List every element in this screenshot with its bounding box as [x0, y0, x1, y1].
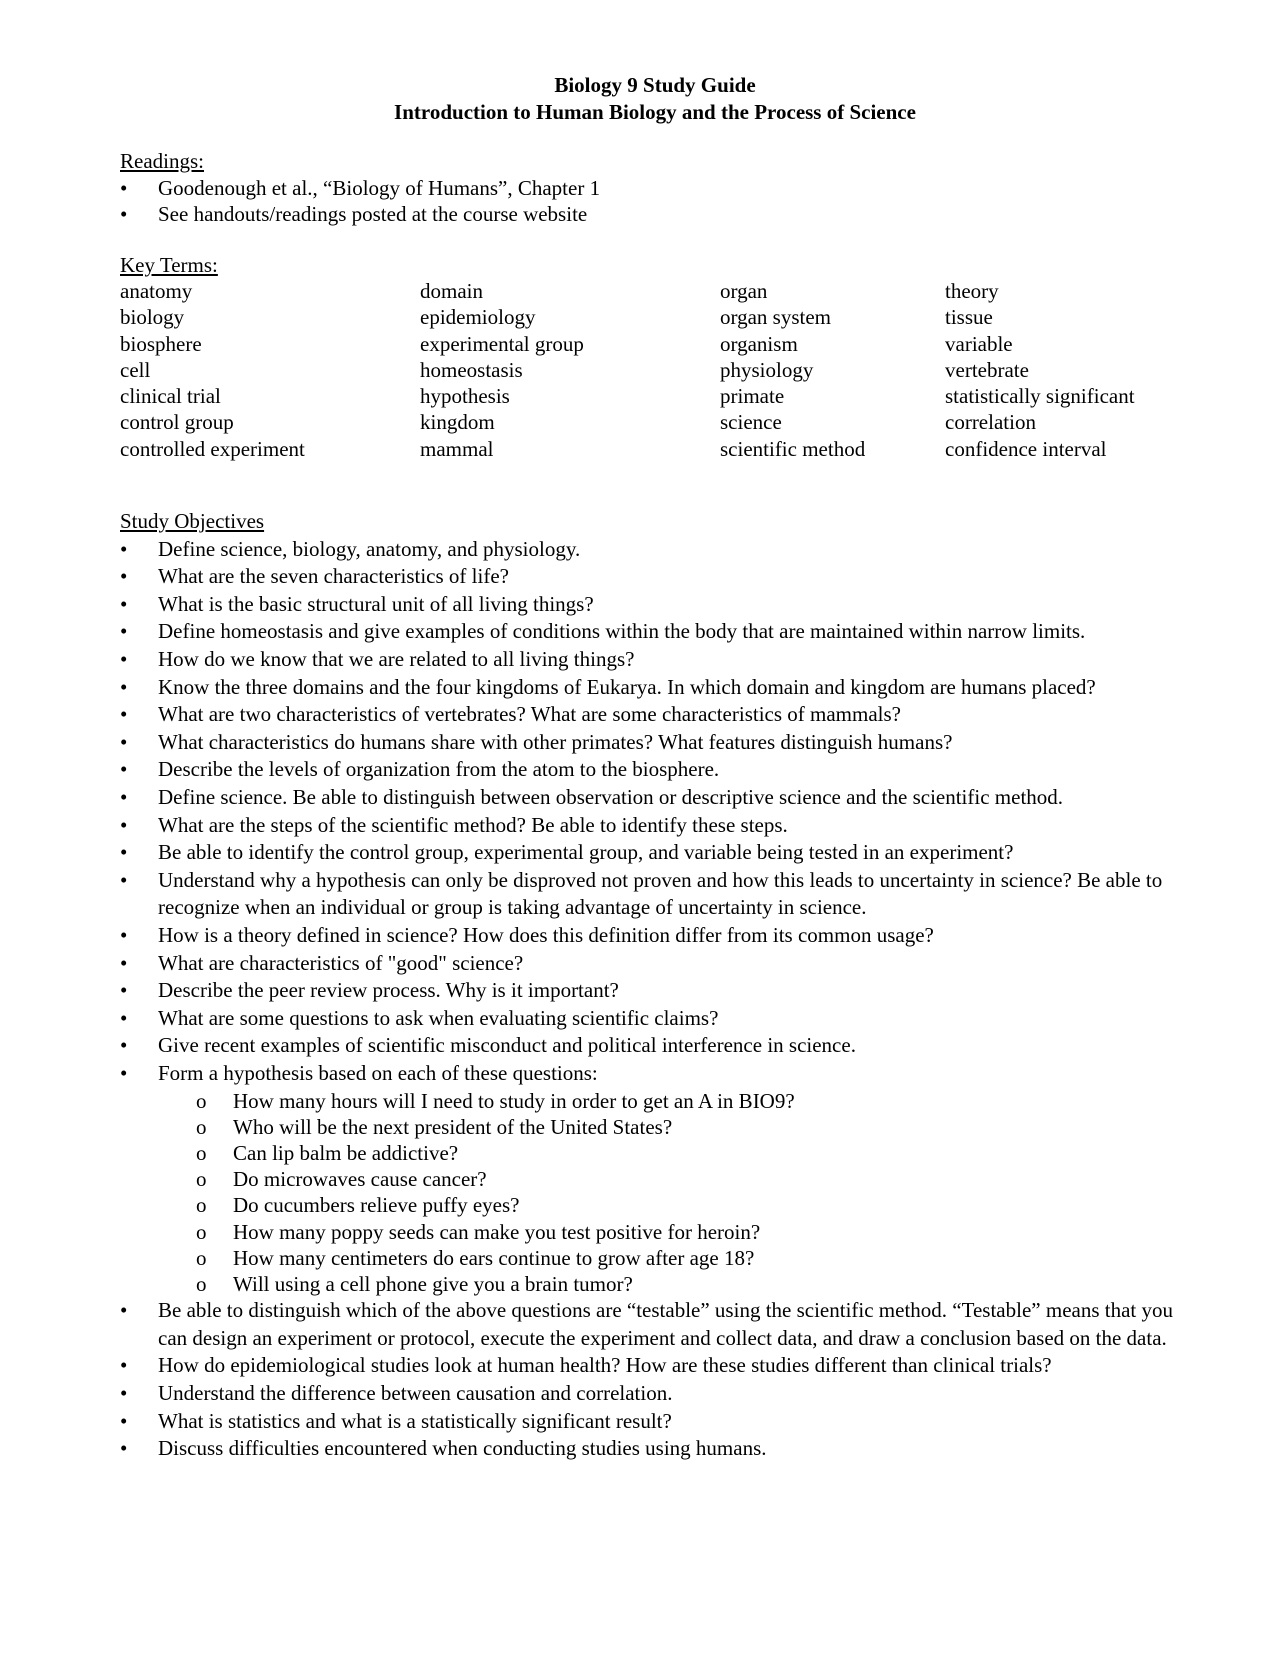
objective-item: • What are the steps of the scientific method? Be able to identify these steps. — [120, 812, 1200, 840]
key-term: clinical trial — [120, 384, 221, 409]
key-terms-heading: Key Terms: — [120, 252, 218, 277]
hypothesis-questions-list — [158, 1088, 1200, 1298]
readings-heading: Readings: — [120, 149, 204, 173]
key-term: primate — [720, 384, 785, 409]
objective-item: • Define homeostasis and give examples of conditions within the body that are maintained within narrow limits. — [120, 618, 1200, 646]
key-terms-table — [120, 278, 1280, 462]
key-term: variable — [945, 331, 1013, 356]
key-terms-column-2 — [420, 278, 720, 462]
key-term: organ system — [720, 305, 832, 330]
key-term: organism — [720, 331, 798, 356]
hypothesis-question: o Who will be the next president of the United States? — [158, 1114, 1200, 1140]
hypothesis-question: o Will using a cell phone give you a brain tumor? — [158, 1271, 1200, 1297]
readings-list — [120, 175, 1280, 228]
objective-item: • Know the three domains and the four kingdoms of Eukarya. In which domain and kingdom are humans placed? — [120, 674, 1200, 702]
objective-item: • How do epidemiological studies look at human health? How are these studies different than clinical trials? — [120, 1352, 1200, 1380]
document-title — [120, 72, 1190, 126]
objective-item-text: Form a hypothesis based on each of these questions: — [158, 1060, 598, 1085]
key-terms-column-4 — [945, 278, 1205, 462]
key-terms-section — [120, 252, 1280, 463]
key-term: cell — [120, 357, 151, 382]
key-term: statistically significant — [945, 384, 1135, 409]
objective-item: • Define science. Be able to distinguish between observation or descriptive science and the scientific method. — [120, 784, 1200, 812]
key-term: anatomy — [120, 279, 193, 303]
objective-item: • Understand why a hypothesis can only be disproved not proven and how this leads to uncertainty in science? Be able to recognize when an individual or group is taking advantage of uncertainty in science. — [120, 867, 1200, 922]
objective-item: • Describe the levels of organization from the atom to the biosphere. — [120, 756, 1200, 784]
reading-item: • See handouts/readings posted at the course website — [120, 201, 1200, 228]
key-term: homeostasis — [420, 357, 523, 382]
key-term: correlation — [945, 410, 1036, 435]
key-term: vertebrate — [945, 357, 1029, 382]
hypothesis-question: o Can lip balm be addictive? — [158, 1140, 1200, 1166]
hypothesis-question: o How many poppy seeds can make you test positive for heroin? — [158, 1219, 1200, 1245]
objective-item: • How do we know that we are related to all living things? — [120, 646, 1200, 674]
hypothesis-question: o How many hours will I need to study in order to get an A in BIO9? — [158, 1088, 1200, 1114]
reading-item: • Goodenough et al., “Biology of Humans”, Chapter 1 — [120, 175, 1200, 202]
hypothesis-question: o Do cucumbers relieve puffy eyes? — [158, 1192, 1200, 1218]
hypothesis-question: o How many centimeters do ears continue to grow after age 18? — [158, 1245, 1200, 1271]
title-line-1: Biology 9 Study Guide — [554, 73, 756, 97]
key-term: organ — [720, 279, 768, 303]
key-term: confidence interval — [945, 436, 1107, 461]
key-term: controlled experiment — [120, 436, 305, 461]
key-term: epidemiology — [420, 305, 536, 330]
key-term: domain — [420, 279, 483, 303]
key-term: scientific method — [720, 436, 866, 461]
objective-item: • Understand the difference between causation and correlation. — [120, 1380, 1200, 1408]
objective-item: • What is the basic structural unit of all living things? — [120, 591, 1200, 619]
key-term: kingdom — [420, 410, 495, 435]
key-term: control group — [120, 410, 234, 435]
study-objectives-section — [120, 508, 1280, 1463]
key-term: tissue — [945, 305, 993, 330]
key-term: biology — [120, 305, 185, 330]
key-terms-column-1 — [120, 278, 420, 462]
objective-item: • Give recent examples of scientific misconduct and political interference in science. — [120, 1032, 1200, 1060]
objective-item: • Be able to distinguish which of the above questions are “testable” using the scientific method. “Testable” means that you can design an experiment or protocol, execute the experiment and collect data, and draw a conclusion based on the data. — [120, 1297, 1200, 1352]
objective-item: • Discuss difficulties encountered when conducting studies using humans. — [120, 1435, 1200, 1463]
objective-item-hypothesis — [120, 1060, 1200, 1297]
readings-section — [120, 148, 1280, 228]
study-objectives-list — [120, 536, 1280, 1463]
objective-item: • What characteristics do humans share with other primates? What features distinguish humans? — [120, 729, 1200, 757]
objective-item: • How is a theory defined in science? How does this definition differ from its common usage? — [120, 922, 1200, 950]
objective-item: • Describe the peer review process. Why is it important? — [120, 977, 1200, 1005]
key-term: science — [720, 410, 782, 435]
objective-item: • What are the seven characteristics of life? — [120, 563, 1200, 591]
key-term: mammal — [420, 436, 494, 461]
key-term: physiology — [720, 357, 814, 382]
key-term: hypothesis — [420, 384, 510, 409]
key-term: biosphere — [120, 331, 202, 356]
title-line-2: Introduction to Human Biology and the Process of Science — [394, 100, 916, 124]
objective-item: • What are some questions to ask when evaluating scientific claims? — [120, 1005, 1200, 1033]
key-term: theory — [945, 279, 999, 303]
hypothesis-question: o Do microwaves cause cancer? — [158, 1166, 1200, 1192]
objective-item: • What are characteristics of "good" science? — [120, 950, 1200, 978]
objective-item: • What are two characteristics of vertebrates? What are some characteristics of mammals? — [120, 701, 1200, 729]
objective-item: • Define science, biology, anatomy, and physiology. — [120, 536, 1200, 564]
objective-item: • Be able to identify the control group, experimental group, and variable being tested in an experiment? — [120, 839, 1200, 867]
key-terms-column-3 — [720, 278, 945, 462]
study-objectives-heading: Study Objectives — [120, 509, 265, 534]
key-term: experimental group — [420, 331, 584, 356]
objective-item: • What is statistics and what is a statistically significant result? — [120, 1408, 1200, 1436]
